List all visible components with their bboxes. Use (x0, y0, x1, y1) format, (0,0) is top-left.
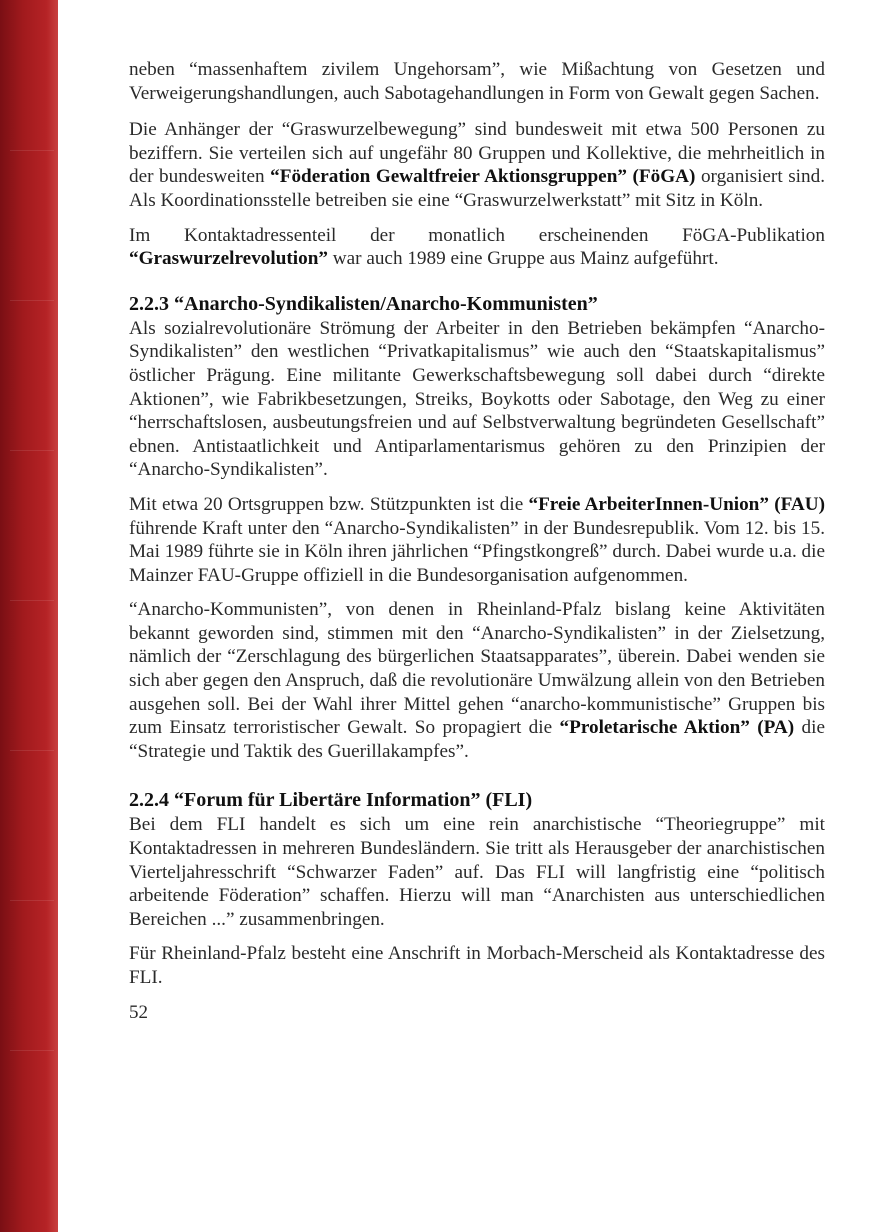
page-number: 52 (129, 1001, 148, 1023)
paragraph-anarcho-kommunisten (129, 598, 825, 763)
section-heading-2-2-4: 2.2.4 “Forum für Libertäre Information” (FLI) (129, 789, 533, 812)
document-page (129, 58, 825, 1025)
text-run: organisiert sind. Als Koordinationsstelle betreiben sie eine “Graswurzelwerkstatt” mit Sitz in Köln. (129, 166, 825, 211)
text-run: Die Anhänger der “Graswurzelbewegung” sind bundesweit mit etwa 500 Personen zu beziffern. Sie verteilen sich auf ungefähr 80 Gruppen und Kollektive, die mehrheitlich in der bundesweiten (129, 119, 825, 188)
text-run: führende Kraft unter den “Anarcho-Syndikalisten” in der Bundesrepublik. Vom 12. bis 15. Mai 1989 führte sie in Köln ihren jährlichen “Pfingstkongreß” durch. Dabei wurde u.a. die Mainzer FAU-Gruppe offiziell in die Bundesorganisation aufgenommen. (129, 517, 825, 586)
bold-term-graswurzelrevolution: “Graswurzelrevolution” (129, 248, 328, 270)
paragraph-continuation: neben “massenhaftem zivilem Ungehorsam”, wie Mißachtung von Gesetzen und Verweigerungshandlungen, auch Sabotagehandlungen in Form von Gewalt gegen Sachen. (129, 59, 825, 104)
bold-term-pa: “Proletarische Aktion” (PA) (559, 717, 795, 739)
paragraph-graswurzelbewegung (129, 118, 825, 212)
paragraph-anarcho-syndikalisten: Als sozialrevolutionäre Strömung der Arbeiter in den Betrieben bekämpfen “Anarcho-Syndikalisten” den westlichen “Privatkapitalismus” wie auch den “Staatskapitalismus” östlicher Prägung. Eine militante Gewerkschaftsbewegung soll dabei durch “direkte Aktionen”, wie Fabrikbesetzungen, Streiks, Boykotts oder Sabotage, den Weg zu einer “herrschaftslosen, ausbeutungsfreien und auf Selbstverwaltung begründeten Gesellschaft” ebnen. Antistaatlichkeit und Antiparlamentarismus gehören zu den Prinzipien der “Anarcho-Syndikalisten”. (129, 317, 825, 481)
bold-term-foega: “Föderation Gewaltfreier Aktionsgruppen” (FöGA) (270, 166, 696, 188)
paragraph-fli-address: Für Rheinland-Pfalz besteht eine Anschrift in Morbach-Merscheid als Kontaktadresse des FLI. (129, 943, 825, 988)
text-run: die “Strategie und Taktik des Guerillakampfes”. (129, 717, 825, 762)
text-run: Im Kontaktadressenteil der monatlich erscheinenden FöGA-Publikation (129, 224, 825, 246)
paragraph-fau (129, 493, 825, 587)
bold-term-fau: “Freie ArbeiterInnen-Union” (FAU) (528, 493, 825, 515)
edge-mark (10, 1050, 54, 1051)
edge-mark (10, 900, 54, 901)
red-page-edge (0, 0, 58, 1232)
text-run: “Anarcho-Kommunisten”, von denen in Rheinland-Pfalz bislang keine Aktivitäten bekannt geworden sind, stimmen mit den “Anarcho-Syndikalisten” in der Zielsetzung, nämlich der “Zerschlagung des bürgerlichen Staatsapparates”, überein. Dabei wenden sie sich aber gegen den Anspruch, daß die revolutionäre Umwälzung allein von den Betrieben ausgehen soll. Bei der Wahl ihrer Mittel gehen “anarcho-kommunistische” Gruppen bis zum Einsatz terroristischer Gewalt. So propagiert die (129, 599, 825, 739)
edge-mark (10, 300, 54, 301)
edge-mark (10, 450, 54, 451)
text-run: war auch 1989 eine Gruppe aus Mainz aufgeführt. (327, 248, 719, 270)
section-heading-2-2-3: 2.2.3 “Anarcho-Syndikalisten/Anarcho-Kommunisten” (129, 292, 598, 315)
text-run: Mit etwa 20 Ortsgruppen bzw. Stützpunkten ist die (129, 493, 529, 515)
edge-mark (10, 600, 54, 601)
paragraph-fli: Bei dem FLI handelt es sich um eine rein anarchistische “Theoriegruppe” mit Kontaktadressen in mehreren Bundesländern. Sie tritt als Herausgeber der anarchistischen Vierteljahresschrift “Schwarzer Faden” auf. Das FLI will langfristig eine “politisch arbeitende Föderation” schaffen. Hierzu will man “Anarchisten aus unterschiedlichen Bereichen ...” zusammenbringen. (129, 814, 825, 930)
edge-mark (10, 750, 54, 751)
paragraph-graswurzelrevolution (129, 224, 825, 271)
edge-mark (10, 150, 54, 151)
